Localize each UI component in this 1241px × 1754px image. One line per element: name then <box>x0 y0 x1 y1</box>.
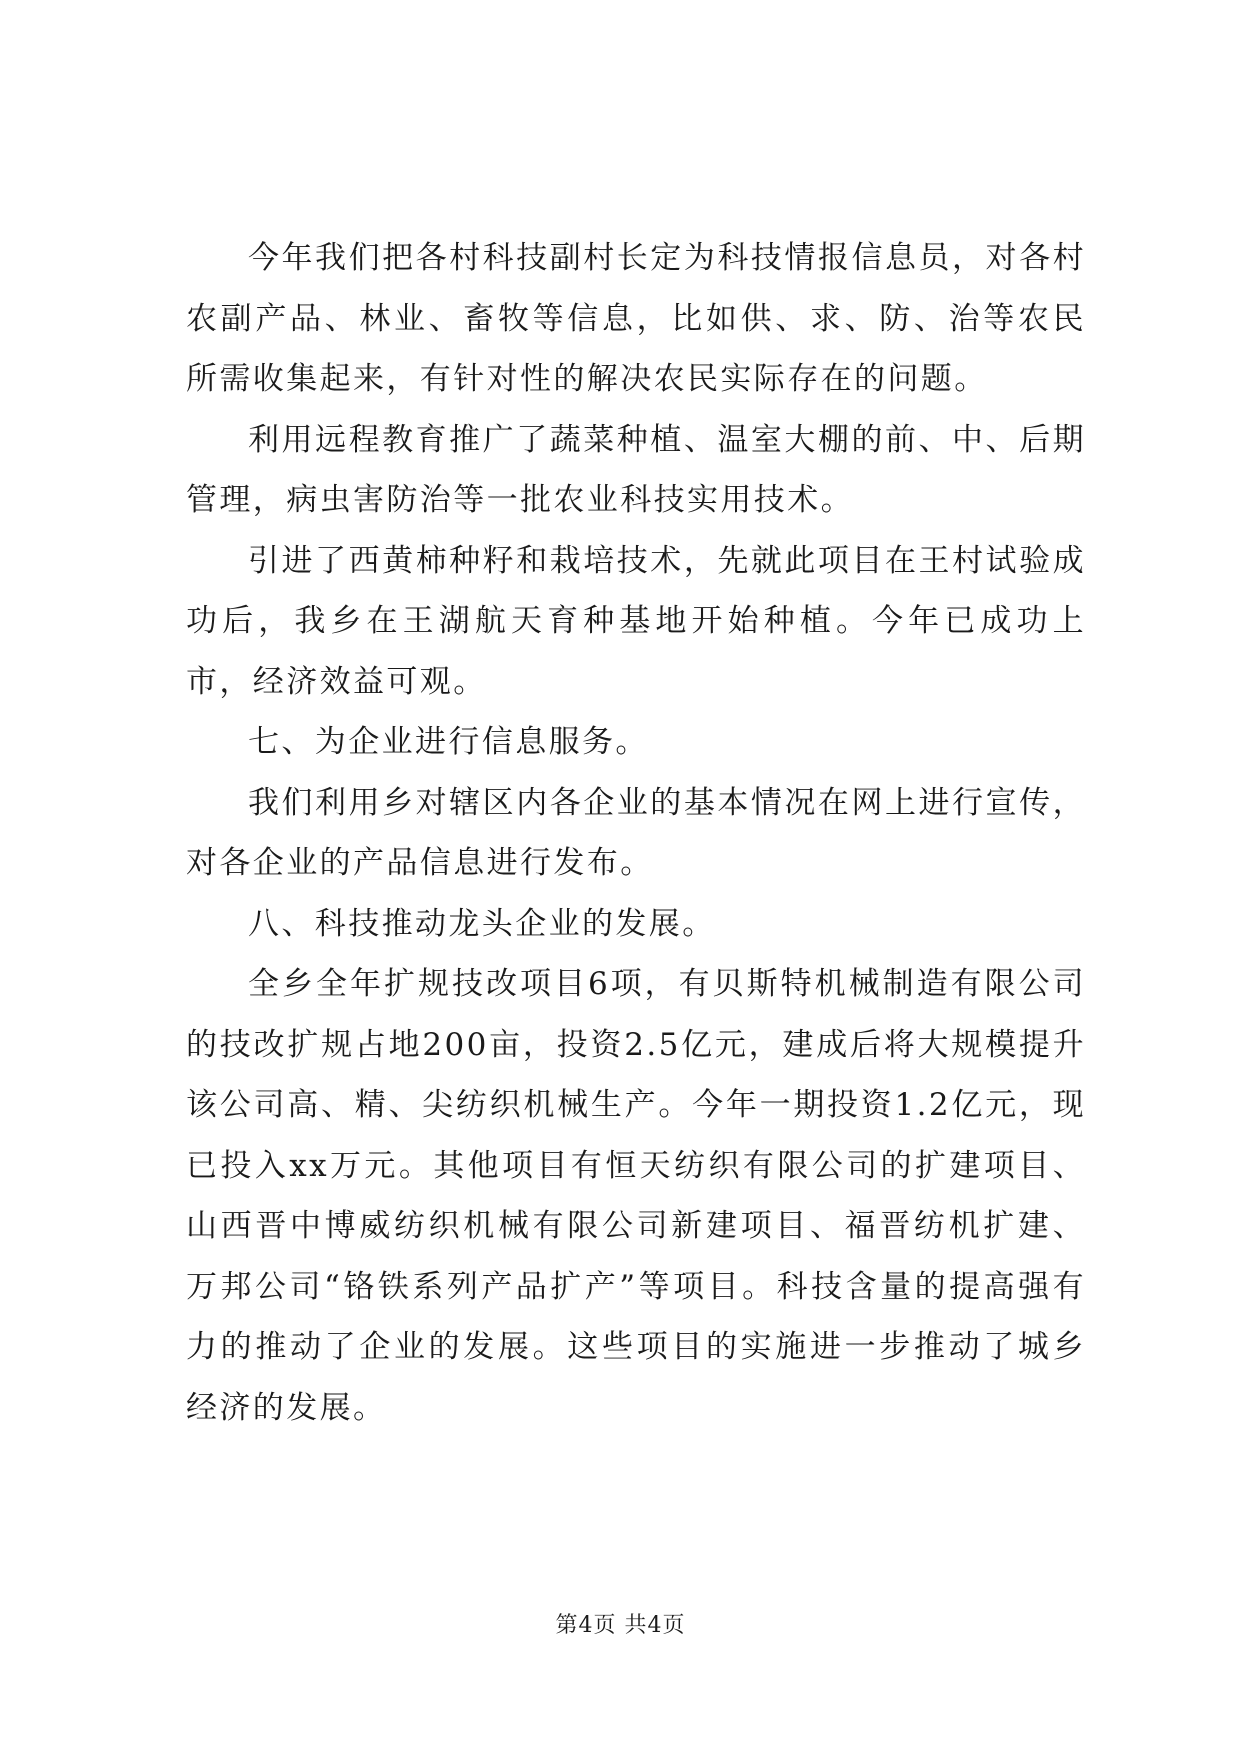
paragraph-enterprise-promotion: 我们利用乡对辖区内各企业的基本情况在网上进行宣传，对各企业的产品信息进行发布。 <box>186 784 1086 881</box>
section-heading-7: 七、为企业进行信息服务。 <box>248 724 649 760</box>
page-number-footer: 第4页 共4页 <box>555 1613 686 1638</box>
section-heading-8: 八、科技推动龙头企业的发展。 <box>248 905 716 942</box>
paragraph-remote-education: 利用远程教育推广了蔬菜种植、温室大棚的前、中、后期管理，病虫害防治等一批农业科技实用技术。 <box>186 421 1086 518</box>
paragraph-tech-info-officers: 今年我们把各村科技副村长定为科技情报信息员，对各村农副产品、林业、畜牧等信息，比如供、求、防、治等农民所需收集起来，有针对性的解决农民实际存在的问题。 <box>186 240 1086 397</box>
document-body <box>186 228 1086 1438</box>
paragraph-tomato-seed: 引进了西黄柿种籽和栽培技术，先就此项目在王村试验成功后，我乡在王湖航天育种基地开始种植。今年已成功上市，经济效益可观。 <box>186 542 1086 700</box>
paragraph-expansion-projects: 全乡全年扩规技改项目6项，有贝斯特机械制造有限公司的技改扩规占地200亩，投资2.5亿元，建成后将大规模提升该公司高、精、尖纺织机械生产。今年一期投资1.2亿元，现已投入xx万元。其他项目有恒天纺织有限公司的扩建项目、山西晋中博威纺织机械有限公司新建项目、福晋纺机扩建、万邦公司“铬铁系列产品扩产”等项目。科技含量的提高强有力的推动了企业的发展。这些项目的实施进一步推动了城乡经济的发展。 <box>186 966 1086 1426</box>
